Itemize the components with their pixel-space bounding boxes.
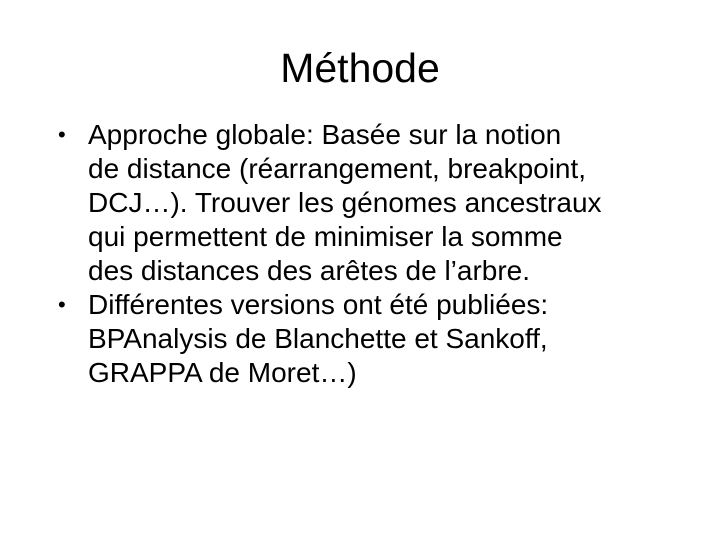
bullet-marker: • <box>58 292 66 317</box>
bullet-line: qui permettent de minimiser la somme <box>88 221 563 252</box>
bullet-line: Différentes versions ont été publiées: <box>88 289 549 320</box>
bullet-line: DCJ…). Trouver les génomes ancestraux <box>88 187 602 218</box>
bullet-item-versions <box>54 288 694 390</box>
bullet-line: BPAnalysis de Blanchette et Sankoff, <box>88 323 548 354</box>
bullet-line: de distance (réarrangement, breakpoint, <box>88 153 587 184</box>
bullet-item-approche <box>54 118 694 288</box>
bullet-line: GRAPPA de Moret…) <box>88 357 357 388</box>
slide-title: Méthode <box>280 45 440 91</box>
bullet-marker: • <box>58 122 66 147</box>
bullet-list <box>54 118 694 390</box>
bullet-line: Approche globale: Basée sur la notion <box>88 119 562 150</box>
bullet-line: des distances des arêtes de l’arbre. <box>88 255 531 286</box>
